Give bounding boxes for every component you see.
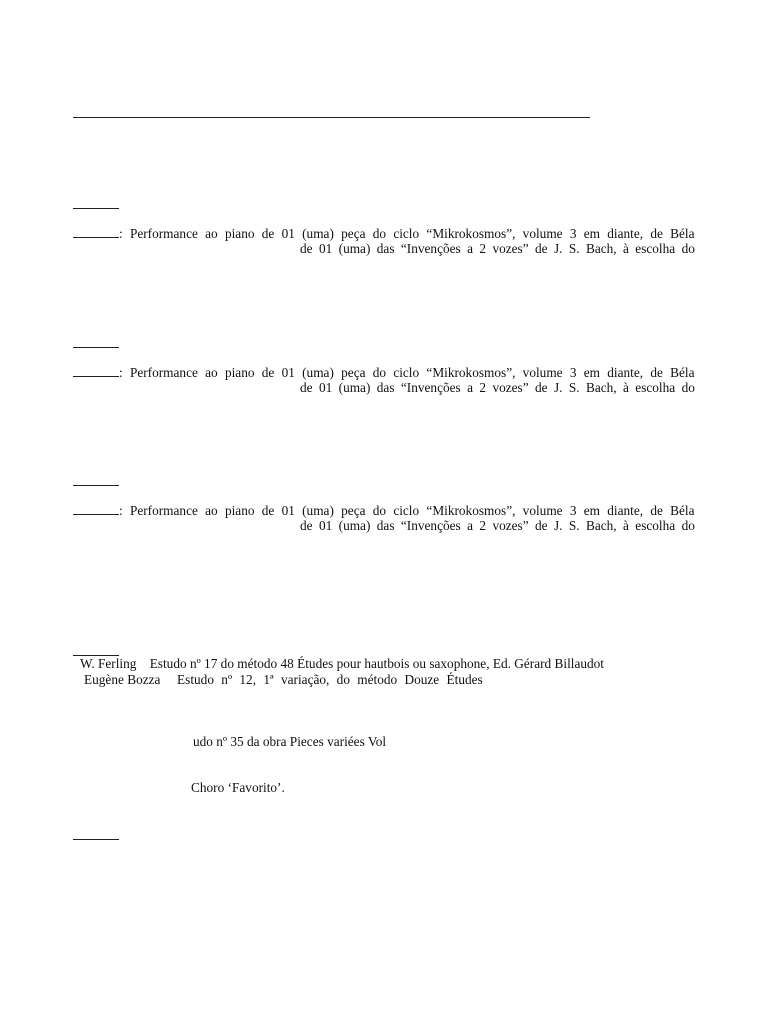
item-line-2 [300,380,695,396]
work-title: Choro ‘Favorito’. [191,780,285,795]
work-title: Estudo nº 17 do método 48 Études pour hautbois ou saxophone, Ed. Gérard Billaudot [149,656,604,671]
item-line-1 [73,502,695,519]
item-line-1 [73,225,695,242]
item-line-1 [73,364,695,381]
work-title: Estudo nº 12, 1ª variação, do método Douze Études [177,672,483,687]
item-line-2 [300,241,695,257]
item-text-cont: de 01 (uma) das “Invenções a 2 vozes” de J. S. Bach, à escolha do [300,241,695,256]
repertoire-line-pieces [193,734,386,750]
fill-blank [73,502,119,515]
section-rule [73,347,119,348]
top-rule [73,117,590,118]
repertoire-line-bozza [84,672,483,688]
item-line-2 [300,518,695,534]
fill-blank [73,225,119,238]
composer-name: Eugène Bozza [84,672,161,687]
section-rule [73,485,119,486]
section-rule [73,839,119,840]
repertoire-line-choro [191,780,285,796]
composer-name: W. Ferling [80,656,137,671]
repertoire-line-ferling [80,656,604,672]
work-title: udo nº 35 da obra Pieces variées Vol [193,734,387,749]
section-rule [73,208,119,209]
item-text: : Performance ao piano de 01 (uma) peça do ciclo “Mikrokosmos”, volume 3 em diante, de Béla [119,503,695,518]
item-text: : Performance ao piano de 01 (uma) peça do ciclo “Mikrokosmos”, volume 3 em diante, de Béla [119,365,695,380]
fill-blank [73,364,119,377]
item-text-cont: de 01 (uma) das “Invenções a 2 vozes” de J. S. Bach, à escolha do [300,518,695,533]
item-text-cont: de 01 (uma) das “Invenções a 2 vozes” de J. S. Bach, à escolha do [300,380,695,395]
item-text: : Performance ao piano de 01 (uma) peça do ciclo “Mikrokosmos”, volume 3 em diante, de Béla [119,226,695,241]
